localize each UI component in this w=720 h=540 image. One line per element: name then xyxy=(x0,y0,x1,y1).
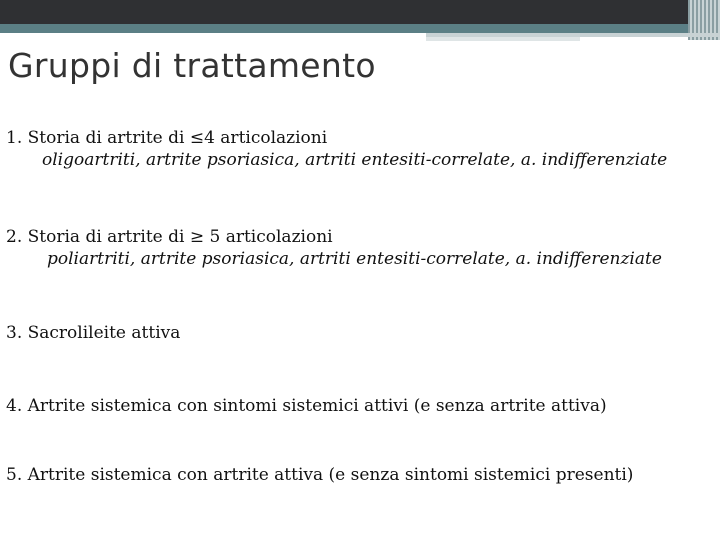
list-item-main: 1. Storia di artrite di ≤4 articolazioni xyxy=(6,128,328,148)
list-item xyxy=(6,322,180,344)
header-dark-bar xyxy=(0,0,720,24)
list-item xyxy=(6,127,667,171)
list-item-main: 3. Sacrolileite attiva xyxy=(6,323,181,343)
list-item xyxy=(6,395,607,417)
header-teal-bar xyxy=(0,24,720,33)
header-light-bar-secondary xyxy=(426,37,580,41)
list-item-main: 5. Artrite sistemica con artrite attiva (e senza sintomi sistemici presenti) xyxy=(6,465,634,485)
list-item-sub: oligoartriti, artrite psoriasica, artriti entesiti-correlate, a. indifferenziate xyxy=(42,150,668,170)
slide-title: Gruppi di trattamento xyxy=(8,46,376,85)
list-item-sub: poliartriti, artrite psoriasica, artriti entesiti-correlate, a. indifferenziate xyxy=(47,249,662,269)
list-item xyxy=(6,226,662,270)
list-item-main: 4. Artrite sistemica con sintomi sistemici attivi (e senza artrite attiva) xyxy=(6,396,607,416)
list-item-main: 2. Storia di artrite di ≥ 5 articolazioni xyxy=(6,227,333,247)
list-item xyxy=(6,464,633,486)
